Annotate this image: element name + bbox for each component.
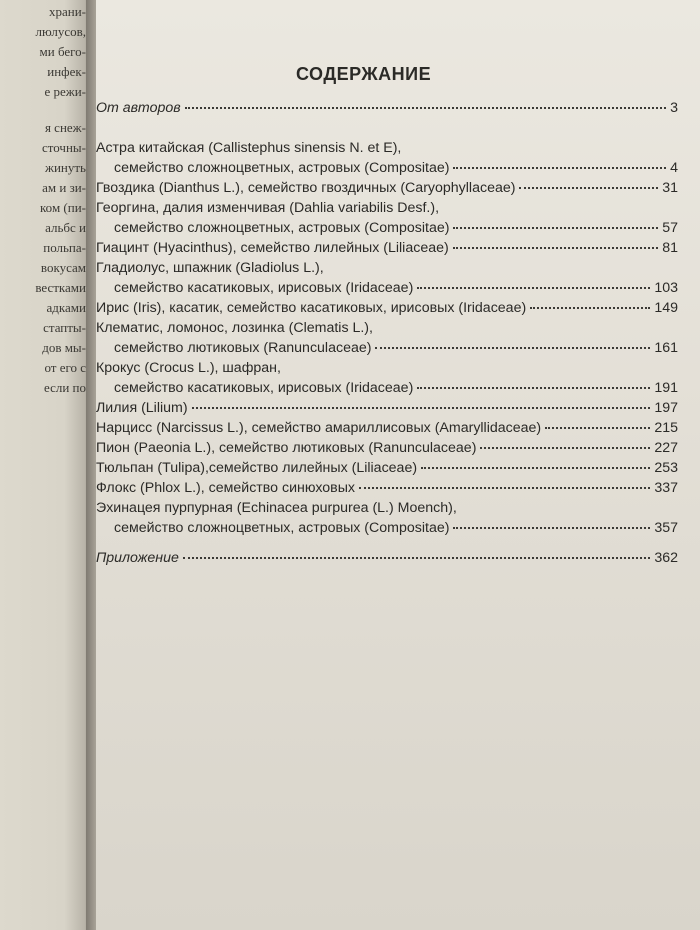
toc-entry[interactable] <box>96 320 678 340</box>
toc-entry-title: Клематис, ломонос, лозинка (Clematis L.), <box>96 320 373 336</box>
dot-leader <box>359 487 650 489</box>
toc-entry-title: Георгина, далия изменчивая (Dahlia variabilis Desf.), <box>96 200 440 216</box>
left-page-line: ми бего- <box>39 44 86 59</box>
toc-entry-title: Эхинацея пурпурная (Echinacea purpurea (L.) Moench), <box>96 500 457 516</box>
toc-entry[interactable] <box>96 240 678 260</box>
toc-entry[interactable] <box>114 280 678 300</box>
table-of-contents <box>96 0 700 930</box>
dot-leader <box>480 447 650 449</box>
toc-entry[interactable] <box>96 140 678 160</box>
toc-entry[interactable] <box>96 360 678 380</box>
dot-leader <box>421 467 650 469</box>
toc-entry[interactable] <box>96 260 678 280</box>
toc-entry-title: Гиацинт (Hyacinthus), семейство лилейных (Liliaceae) <box>96 240 449 256</box>
left-page-line: стапты- <box>43 320 86 335</box>
toc-page-number: 81 <box>662 240 678 256</box>
toc-entry-title: семейство лютиковых (Ranunculaceae) <box>114 340 372 356</box>
toc-page-number: 57 <box>662 220 678 236</box>
toc-entry[interactable] <box>96 440 678 460</box>
toc-entry-title: семейство касатиковых, ирисовых (Iridaceae) <box>114 280 414 296</box>
toc-page-number: 149 <box>654 300 678 316</box>
toc-entry-title: Крокус (Crocus L.), шафран, <box>96 360 281 376</box>
toc-entry-title: семейство сложноцветных, астровых (Compositae) <box>114 160 450 176</box>
toc-entry-title: Лилия (Lilium) <box>96 400 188 416</box>
toc-entry-title: семейство касатиковых, ирисовых (Iridaceae) <box>114 380 414 396</box>
left-page-line: е режи- <box>44 84 86 99</box>
dot-leader <box>417 387 650 389</box>
toc-entry-title: Гладиолус, шпажник (Gladiolus L.), <box>96 260 324 276</box>
toc-entry[interactable] <box>96 200 678 220</box>
dot-leader <box>192 407 651 409</box>
dot-leader <box>183 557 650 559</box>
toc-entry[interactable] <box>114 160 678 180</box>
left-page-line: вестками <box>35 280 86 295</box>
toc-entry[interactable] <box>96 100 678 120</box>
toc-entry[interactable] <box>96 480 678 500</box>
page-title: СОДЕРЖАНИЕ <box>296 64 432 84</box>
toc-entry-title: семейство сложноцветных, астровых (Compositae) <box>114 520 450 536</box>
dot-leader <box>453 227 658 229</box>
toc-entry-title: От авторов <box>96 100 181 116</box>
toc-entry[interactable] <box>114 380 678 400</box>
toc-page-number: 3 <box>670 100 678 116</box>
toc-entry[interactable] <box>96 180 678 200</box>
left-page-line: от его с <box>44 360 86 375</box>
toc-page-number: 191 <box>654 380 678 396</box>
toc-entry[interactable] <box>96 500 678 520</box>
left-page-line: польпа- <box>43 240 86 255</box>
left-page-line: я снеж- <box>44 120 86 135</box>
dot-leader <box>453 527 650 529</box>
left-page-line: адками <box>46 300 86 315</box>
toc-page-number: 103 <box>654 280 678 296</box>
dot-leader <box>453 247 659 249</box>
toc-entry-title: Нарцисс (Narcissus L.), семейство амариллисовых (Amaryllidaceae) <box>96 420 542 436</box>
toc-page-number: 227 <box>654 440 678 456</box>
toc-page-number: 357 <box>654 520 678 536</box>
dot-leader <box>545 427 650 429</box>
dot-leader <box>417 287 650 289</box>
left-page-line: люлусов, <box>35 24 86 39</box>
left-page-line: инфек- <box>47 64 86 79</box>
left-page-line: ком (пи- <box>40 200 86 215</box>
toc-entry[interactable] <box>96 300 678 320</box>
toc-entry[interactable] <box>114 520 678 540</box>
toc-entry-title: Гвоздика (Dianthus L.), семейство гвоздичных (Caryophyllaceae) <box>96 180 516 196</box>
toc-page-number: 4 <box>670 160 678 176</box>
dot-leader <box>185 107 666 109</box>
toc-entry[interactable] <box>114 340 678 360</box>
toc-page-number: 197 <box>654 400 678 416</box>
toc-entry-title: Приложение <box>96 550 179 566</box>
toc-entry[interactable] <box>96 420 678 440</box>
toc-page-number: 215 <box>654 420 678 436</box>
dot-leader <box>519 187 658 189</box>
toc-entry-title: семейство сложноцветных, астровых (Compositae) <box>114 220 450 236</box>
toc-entry-title: Астра китайская (Callistephus sinensis N. et E), <box>96 140 402 156</box>
left-page-line: если по <box>43 380 86 395</box>
left-page-line: ам и зи- <box>42 180 86 195</box>
toc-entry-title: Ирис (Iris), касатик, семейство касатиковых, ирисовых (Iridaceae) <box>96 300 527 316</box>
toc-entry[interactable] <box>96 550 678 570</box>
left-page-fragment <box>0 0 92 930</box>
toc-entry-title: Флокс (Phlox L.), семейство синюховых <box>96 480 355 496</box>
toc-page-number: 253 <box>654 460 678 476</box>
toc-page-number: 362 <box>654 550 678 566</box>
left-page-line: жинуть <box>44 160 86 175</box>
toc-entry[interactable] <box>114 220 678 240</box>
toc-entry-title: Пион (Paeonia L.), семейство лютиковых (Ranunculaceae) <box>96 440 477 456</box>
dot-leader <box>530 307 650 309</box>
toc-entry[interactable] <box>96 460 678 480</box>
toc-page-number: 337 <box>654 480 678 496</box>
left-page-line: храни- <box>48 4 86 19</box>
left-page-line: сточны- <box>41 140 86 155</box>
left-page-line: дов мы- <box>42 340 86 355</box>
left-page-line: альбс и <box>45 220 86 235</box>
toc-page-number: 31 <box>662 180 678 196</box>
dot-leader <box>375 347 650 349</box>
left-page-line: вокусам <box>40 260 86 275</box>
contents-page <box>96 0 700 930</box>
toc-page-number: 161 <box>654 340 678 356</box>
toc-entry[interactable] <box>96 400 678 420</box>
dot-leader <box>453 167 666 169</box>
toc-entry-title: Тюльпан (Tulipa),семейство лилейных (Liliaceae) <box>96 460 418 476</box>
